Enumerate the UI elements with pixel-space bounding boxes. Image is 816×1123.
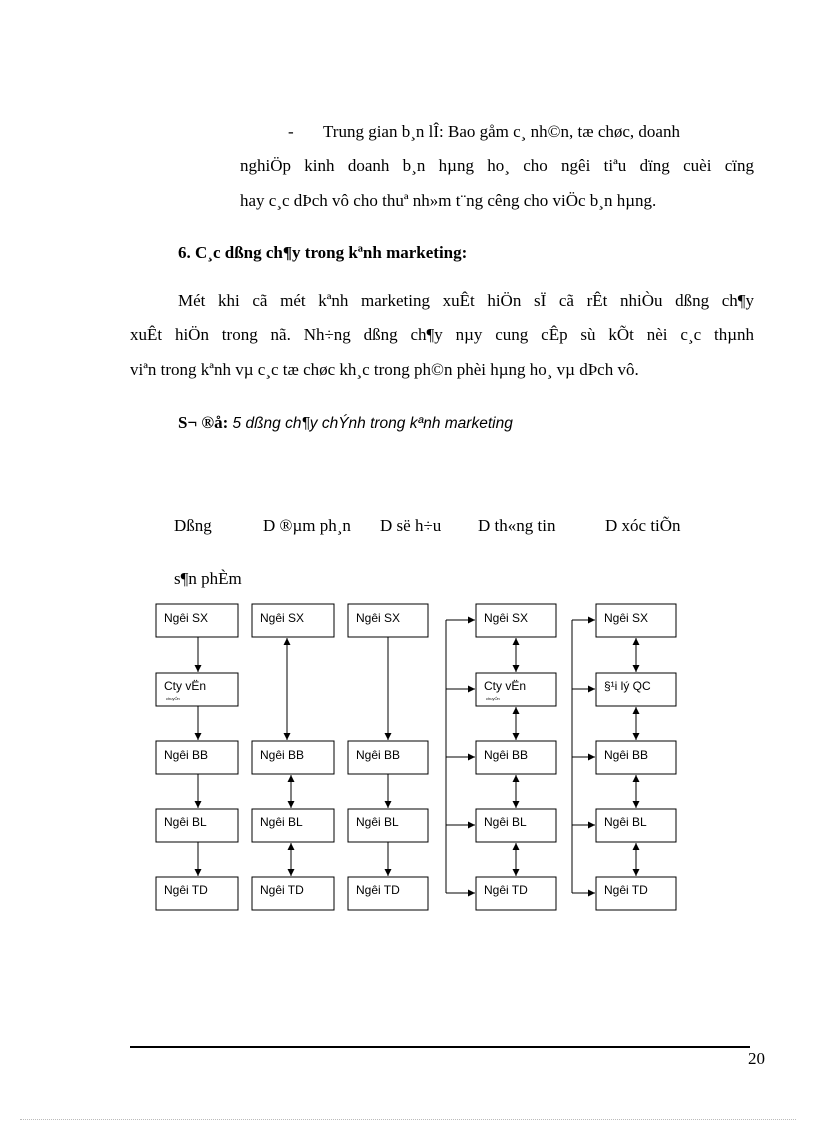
col3-label-producer: Ngêi SX [356,611,401,625]
col1-label-consumer: Ngêi TD [164,883,208,897]
col4-label-retailer: Ngêi BL [484,815,527,829]
col2-label-retailer: Ngêi BL [260,815,303,829]
column-3-flow [348,604,428,910]
column-header-1-line2: s¶n phÈm [174,569,242,588]
column-header-1: Dßng [174,516,212,535]
col4-tiny-note: chuyÓn [486,696,500,701]
col4-label-transport: Cty vËn [484,679,527,693]
col1-label-producer: Ngêi SX [164,611,209,625]
column-header-3: D së h÷u [380,516,442,535]
col3-label-wholesaler: Ngêi BB [356,748,401,762]
col4-label-producer: Ngêi SX [484,611,529,625]
bullet-line-3: hay c¸c dÞch vô cho thuª nh»m t¨ng cêng cho viÖc b¸n hµng. [240,191,657,210]
paragraph-line-3: viªn trong kªnh vµ c¸c tæ chøc kh¸c trong ph©n phèi hµng ho¸ vµ dÞch vô. [130,360,639,379]
col4-label-consumer: Ngêi TD [484,883,528,897]
col5-label-producer: Ngêi SX [604,611,649,625]
col5-label-wholesaler: Ngêi BB [604,748,649,762]
column-5-flow [572,604,676,910]
col3-label-consumer: Ngêi TD [356,883,400,897]
page-number: 20 [748,1049,765,1068]
column-header-5: D xóc tiÕn [605,516,681,535]
page-bottom-dotted-line [20,1119,796,1120]
paragraph-line-1: Mét khi cã mét kªnh marketing xuÊt hiÖn sÏ cã rÊt nhiÒu dßng ch¶y [178,291,754,310]
caption-text: 5 dßng ch¶y chÝnh trong kªnh marketing [232,415,513,432]
paragraph-line-2: xuÊt hiÖn trong nã. Nh÷ng dßng ch¶y nµy cung cÊp sù kÕt nèi c¸c thµnh [130,325,754,344]
col1-label-transport: Cty vËn [164,679,207,693]
col2-label-consumer: Ngêi TD [260,883,304,897]
caption-label: S¬ ®å: [178,413,229,432]
col5-label-retailer: Ngêi BL [604,815,647,829]
section-heading: 6. C¸c dßng ch¶y trong kªnh marketing: [178,243,468,262]
col3-label-retailer: Ngêi BL [356,815,399,829]
col5-label-consumer: Ngêi TD [604,883,648,897]
col1-label-retailer: Ngêi BL [164,815,207,829]
col2-label-producer: Ngêi SX [260,611,305,625]
column-header-4: D th«ng tin [478,516,556,535]
column-4-flow [446,604,556,910]
column-1-flow [156,604,238,910]
col1-label-wholesaler: Ngêi BB [164,748,209,762]
col5-label-ad-agency: §¹i lý QC [604,679,651,693]
bullet-dash: - [288,122,294,141]
col1-tiny-note: chuyÓn [166,696,180,701]
column-header-2: D ®µm ph¸n [263,516,351,535]
bullet-line-2: nghiÖp kinh doanh b¸n hµng ho¸ cho ngêi tiªu dïng cuèi cïng [240,156,754,175]
col4-label-wholesaler: Ngêi BB [484,748,529,762]
bullet-line-1: Trung gian b¸n lÎ: Bao gåm c¸ nh©n, tæ chøc, doanh [323,122,680,141]
column-2-flow [252,604,334,910]
footer-rule [130,1046,750,1048]
col2-label-wholesaler: Ngêi BB [260,748,305,762]
